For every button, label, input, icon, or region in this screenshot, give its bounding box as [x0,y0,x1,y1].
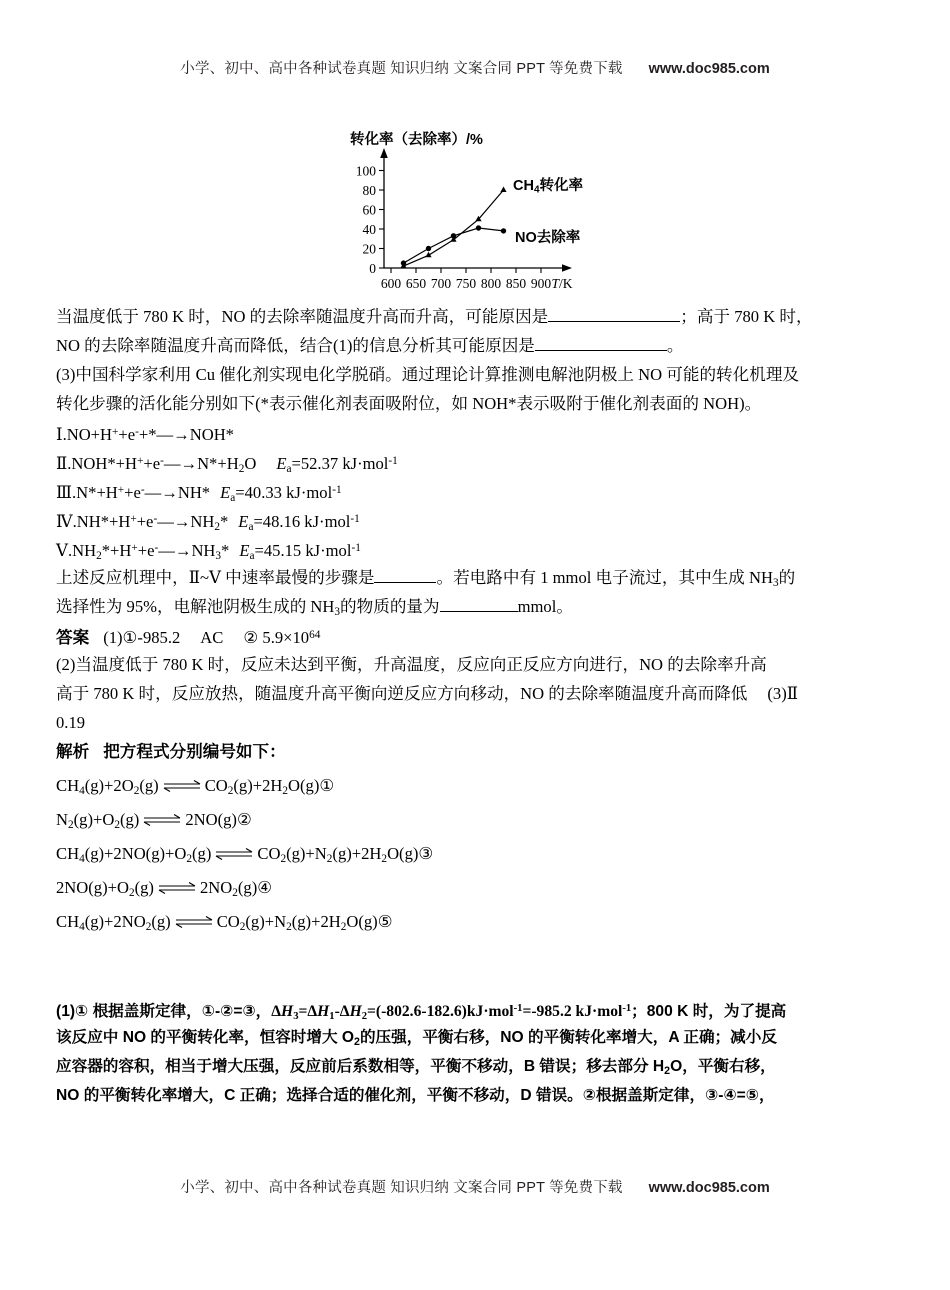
step-equation-5: $.NH_2*+H^++e^-—\to NH_3*$ [67,541,230,562]
svg-text:600: 600 [380,276,402,291]
answer-line2: (2)当温度低于 780 K 时，反应未达到平衡，升高温度，反应向正反应方向进行，NO 的去除率升高 [56,655,767,674]
analysis-label: 解析 [56,742,90,761]
equilibrium-arrow-icon [172,915,216,932]
equation-4-number: ④ [257,878,273,897]
equilibrium-arrow-icon [212,847,256,864]
equation-3-right: $CO_2(g)+N_2(g)+2H_2O(g)$ [257,844,419,865]
step-roman-4: Ⅳ [56,512,73,532]
equation-1-number: ① [319,776,335,795]
equation-5-number: ⑤ [377,912,393,931]
analysis-equation-3 [56,839,433,874]
step-roman-3: Ⅲ [56,483,73,503]
step-equation-3: .N*+H++e-—→NH* [72,483,211,503]
q3-tail-line2-tail: mmol。 [517,597,573,616]
q3-prompt-line2: 转化步骤的活化能分别如下(*表示催化剂表面吸附位，如 NOH*表示吸附于催化剂表面的 NOH)。 [56,394,762,413]
q2-prompt-line1-text: 当温度低于 780 K 时，NO 的去除率随温度升高而升高，可能原因是 [56,307,549,326]
answer-part1: (1)①-985.2 [103,628,181,648]
answer-line4: 0.19 [56,713,86,732]
header-watermark-url: www.doc985.com [648,61,770,77]
q3-prompt-line1: (3)中国科学家利用 Cu 催化剂实现电化学脱硝。通过理论计算推测电解池阴极上 NO 可能的转化机理及 [56,365,800,384]
equation-1-left: $CH_4(g)+2O_2(g)$ [56,776,159,797]
answer-line3-text: 高于 780 K 时，反应放热，随温度升高平衡向逆反应方向移动，NO 的去除率随温度升高而降低 [56,684,748,703]
footer-watermark-text: 小学、初中、高中各种试卷真题 知识归纳 文案合同 PPT 等免费下载 [180,1180,623,1196]
header-watermark-text: 小学、初中、高中各种试卷真题 知识归纳 文案合同 PPT 等免费下载 [180,61,623,77]
q2-prompt-line2-tail: 。 [666,336,684,355]
equilibrium-arrow-icon [155,881,199,898]
equation-2-right: 2NO(g) [185,810,237,829]
answer-label: 答案 [56,628,90,648]
chart-plot [336,146,636,298]
q3-tail-line2-text: 选择性为 95%，电解池阴极生成的 $NH_3$的物质的量为 [56,597,440,618]
mechanism-step-1 [56,418,234,449]
analysis-equation-1 [56,771,334,806]
svg-text:T/K: T/K [551,276,573,291]
footer-watermark [0,1176,950,1197]
equation-5-left: $CH_4(g)+2NO_2(g)$ [56,912,171,933]
answer-line3-tail: (3)Ⅱ [767,684,799,703]
analysis-para-line4: NO 的平衡转化率增大，C 正确；选择合适的催化剂，平衡不移动，D 错误。②根据盖斯定律，③-④=⑤， [56,1087,775,1104]
step-equation-1: .NO+H++e-+*—→NOH* [62,425,234,445]
q3-tail-line1-tail: 。若电路中有 1 mmol 电子流过，其中生成 $NH_3$的 [436,568,796,589]
svg-text:750: 750 [455,276,477,291]
step-ea-3: $E_a=40.33$ kJ·mol$^{-1}$ [220,483,342,504]
equation-1-right: $CO_2(g)+2H_2O(g)$ [204,776,320,797]
q2-prompt-line1-tail: ；高于 780 K 时， [680,307,813,326]
svg-text:800: 800 [480,276,502,291]
analysis-equation-2 [56,805,252,840]
equation-3-number: ③ [418,844,434,863]
analysis-equation-4 [56,873,272,908]
q2-prompt-line2 [56,331,684,360]
header-watermark [0,57,950,78]
analysis-para-line3: 应容器的容积，相当于增大压强，反应前后系数相等，平衡不移动，B 错误；移去部分 $H_2O$，平衡右移， [56,1058,776,1077]
analysis-intro: 把方程式分别编号如下： [103,742,286,761]
svg-text:650: 650 [405,276,427,291]
chart-title: 转化率（去除率）/% [350,132,483,148]
svg-text:850: 850 [505,276,527,291]
equation-3-left: $CH_4(g)+2NO(g)+O_2(g)$ [56,844,212,865]
equilibrium-arrow-icon [160,779,204,796]
svg-text:40: 40 [362,222,376,237]
q3-answer-blank-2[interactable] [440,611,518,612]
answer-choice: AC [200,628,224,648]
q2-answer-blank-2[interactable] [535,350,667,351]
svg-text:80: 80 [362,183,376,198]
equation-5-right: $CO_2(g)+N_2(g)+2H_2O(g)$ [216,912,378,933]
equation-4-left: $2NO(g)+O_2(g)$ [56,878,154,899]
equation-2-left: $N_2(g)+O_2(g)$ [56,810,140,831]
analysis-header [56,737,286,766]
footer-watermark-url: www.doc985.com [648,1180,770,1196]
svg-text:0: 0 [369,261,376,276]
analysis-para-line2: 该反应中 NO 的平衡转化率，恒容时增大 $O_2$的压强，平衡右移，NO 的平衡转化率增大，A 正确；减小反 [56,1029,777,1048]
series-label-ch4: $CH_4$转化率 [513,178,584,196]
q2-prompt-line1 [56,302,813,331]
answer-line1 [56,621,320,652]
q3-answer-blank-1[interactable] [374,582,436,583]
q2-prompt-line2-text: NO 的去除率随温度升高而降低，结合(1)的信息分析其可能原因是 [56,336,535,355]
equation-4-right: $2NO_2(g)$ [199,878,258,899]
step-roman-1: Ⅰ [56,425,63,445]
step-equation-2: $.NOH*+H^++e^-—\to N*+H_2O$ [67,454,257,475]
svg-text:20: 20 [362,241,376,257]
analysis-para-line1: (1)① 根据盖斯定律，①-②=③，$\Delta H_3=\Delta H_1-\Delta H_2=(-802.6-182.6)kJ\cdot mol^{-1}=-985.2$ kJ·mol$^{-1}$；800 K 时，为了提高 [56,1002,787,1022]
q3-tail-line1-text: 上述反应机理中，Ⅱ~Ⅴ 中速率最慢的步骤是 [56,568,375,587]
svg-text:700: 700 [430,276,452,291]
answer-part2-value: $5.9\times 10^{64}$ [262,628,321,648]
answer-line3 [56,679,798,708]
step-roman-2: Ⅱ [56,454,68,474]
equilibrium-arrow-icon [140,813,184,830]
series-label-no: NO去除率 [515,230,581,246]
step-ea-2: $E_a=52.37$ kJ·mol$^{-1}$ [276,454,398,475]
analysis-equation-5 [56,907,393,942]
step-ea-5: $E_a=45.15$ kJ·mol$^{-1}$ [239,541,361,562]
svg-text:60: 60 [362,202,376,218]
q2-answer-blank-1[interactable] [548,321,680,322]
answer-part2-num: ② [243,628,259,648]
equation-2-number: ② [236,810,252,829]
conversion-rate-chart [336,128,636,298]
series-no-markers [401,225,506,265]
step-equation-4: $.NH*+H^++e^-—\to NH_2*$ [72,512,229,533]
svg-text:100: 100 [355,163,376,179]
svg-text:900: 900 [530,276,552,291]
step-ea-4: $E_a=48.16$ kJ·mol$^{-1}$ [238,512,360,533]
step-roman-5: Ⅴ [56,541,68,561]
